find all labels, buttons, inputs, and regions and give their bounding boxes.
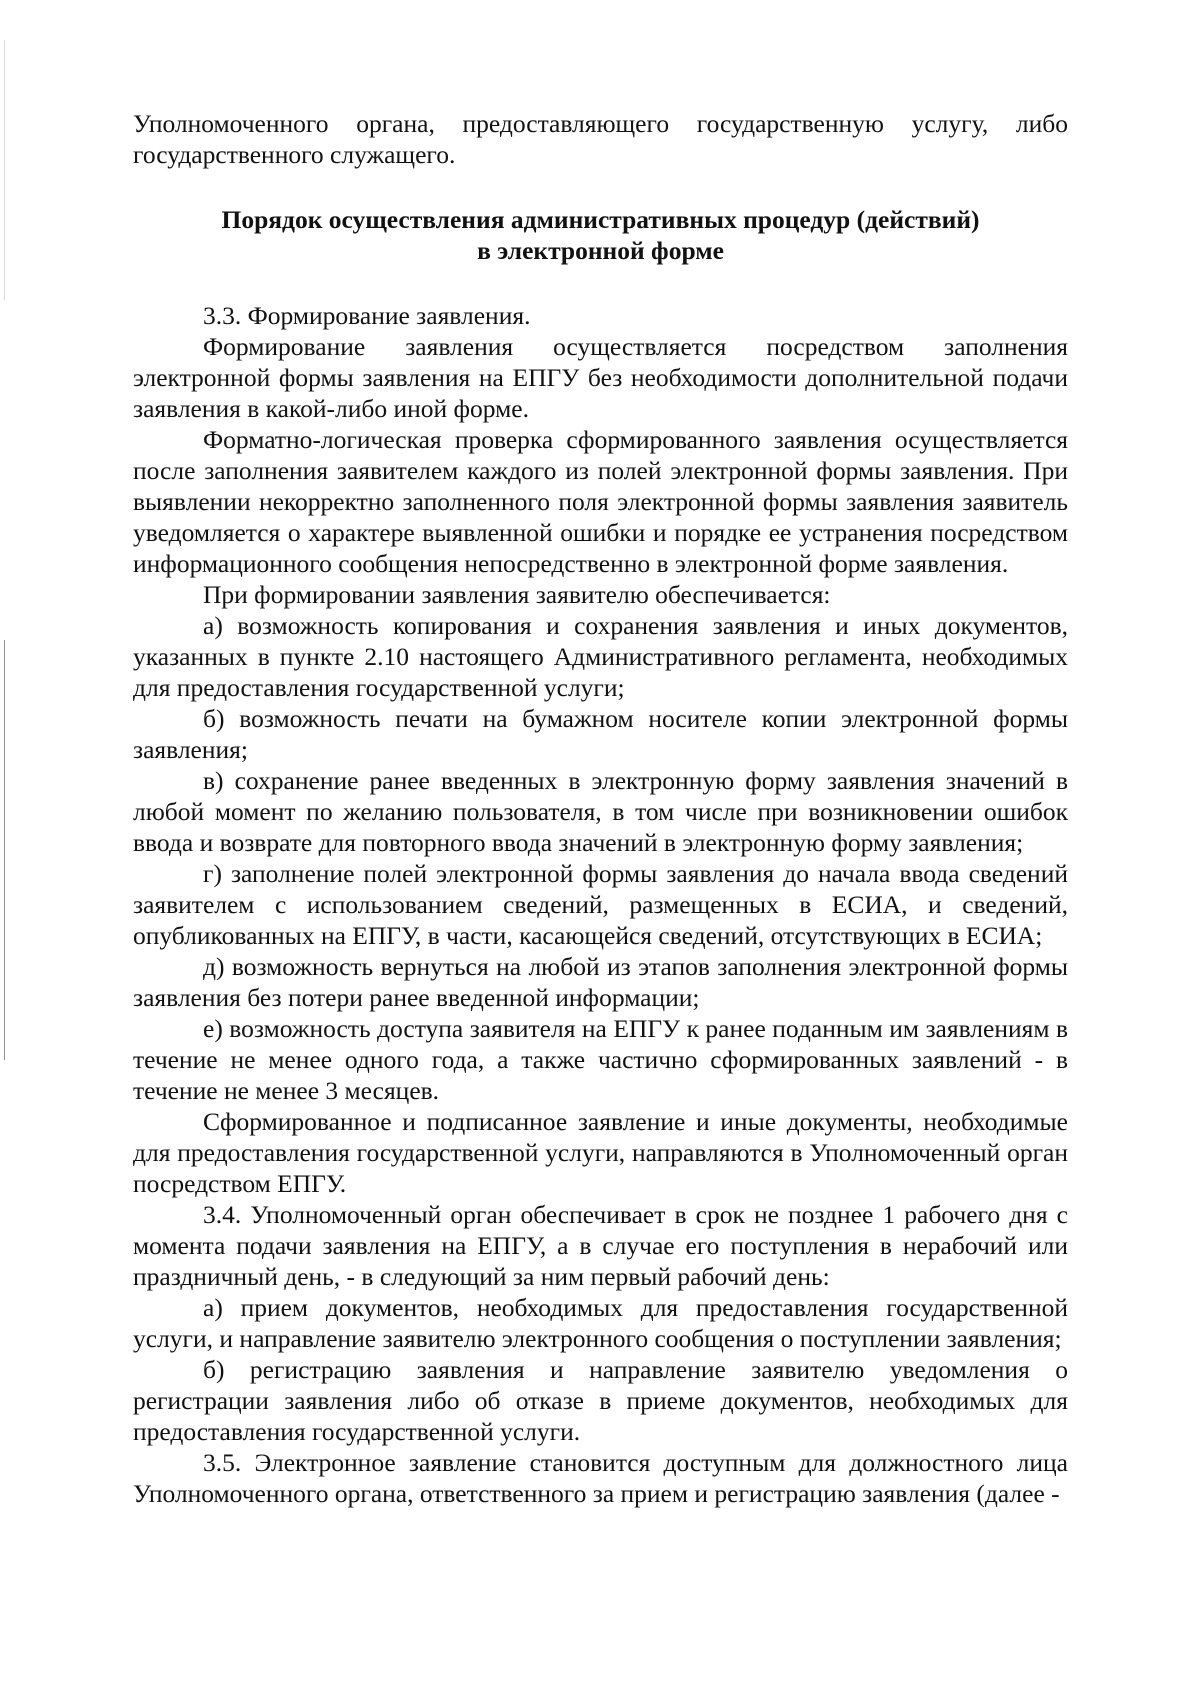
paragraph: При формировании заявления заявителю обеспечивается: [203, 580, 831, 609]
section-heading-line-1: Порядок осуществления административных процедур (действий) [221, 205, 980, 234]
list-item-b: б) возможность печати на бумажном носителе копии электронной формы заявления; [133, 704, 1068, 764]
paragraph: Форматно-логическая проверка сформированного заявления осуществляется после заполнения заявителем каждого из полей электронной формы заявления. При выявлении некорректно заполненного поля электронной формы заявления заявитель уведомляется о характере выявленной ошибки и порядке ее устранения посредством информационного сообщения непосредственно в электронной форме заявления. [133, 425, 1068, 578]
paragraph-3-4: 3.4. Уполномоченный орган обеспечивает в срок не позднее 1 рабочего дня с момента подачи заявления на ЕПГУ, а в случае его поступления в нерабочий или праздничный день, - в следующий за ним первый рабочий день: [133, 1200, 1068, 1291]
list-item-a: а) прием документов, необходимых для предоставления государственной услуги, и направление заявителю электронного сообщения о поступлении заявления; [133, 1293, 1068, 1353]
intro-paragraph: Уполномоченного органа, предоставляющего государственную услугу, либо государственного служащего. [133, 109, 1068, 169]
list-item-g: г) заполнение полей электронной формы заявления до начала ввода сведений заявителем с использованием сведений, размещенных в ЕСИА, и сведений, опубликованных на ЕПГУ, в части, касающейся сведений, отсутствующих в ЕСИА; [133, 859, 1068, 950]
section-heading [133, 204, 1068, 266]
list-item-a: а) возможность копирования и сохранения заявления и иных документов, указанных в пункте 2.10 настоящего Административного регламента, необходимых для предоставления государственной услуги; [133, 611, 1068, 702]
list-item-d: д) возможность вернуться на любой из этапов заполнения электронной формы заявления без потери ранее введенной информации; [133, 952, 1068, 1012]
paragraph: Формирование заявления осуществляется посредством заполнения электронной формы заявления на ЕПГУ без необходимости дополнительной подачи заявления в какой-либо иной форме. [133, 332, 1068, 423]
paragraph-3-3-title: 3.3. Формирование заявления. [203, 301, 531, 330]
list-item-e: е) возможность доступа заявителя на ЕПГУ к ранее поданным им заявлениям в течение не менее одного года, а также частично сформированных заявлений - в течение не менее 3 месяцев. [133, 1014, 1068, 1105]
scan-edge-mark [4, 640, 5, 1060]
scan-edge-mark [4, 40, 5, 300]
paragraph: Сформированное и подписанное заявление и иные документы, необходимые для предоставления государственной услуги, направляются в Уполномоченный орган посредством ЕПГУ. [133, 1107, 1068, 1198]
list-item-b: б) регистрацию заявления и направление заявителю уведомления о регистрации заявления либо об отказе в приеме документов, необходимых для предоставления государственной услуги. [133, 1355, 1068, 1446]
paragraph-3-5: 3.5. Электронное заявление становится доступным для должностного лица Уполномоченного органа, ответственного за прием и регистрацию заявления (далее - [133, 1448, 1068, 1508]
list-item-v: в) сохранение ранее введенных в электронную форму заявления значений в любой момент по желанию пользователя, в том числе при возникновении ошибок ввода и возврате для повторного ввода значений в электронную форму заявления; [133, 766, 1068, 857]
document-body [133, 108, 1068, 1509]
section-heading-line-2: в электронной форме [477, 236, 724, 265]
